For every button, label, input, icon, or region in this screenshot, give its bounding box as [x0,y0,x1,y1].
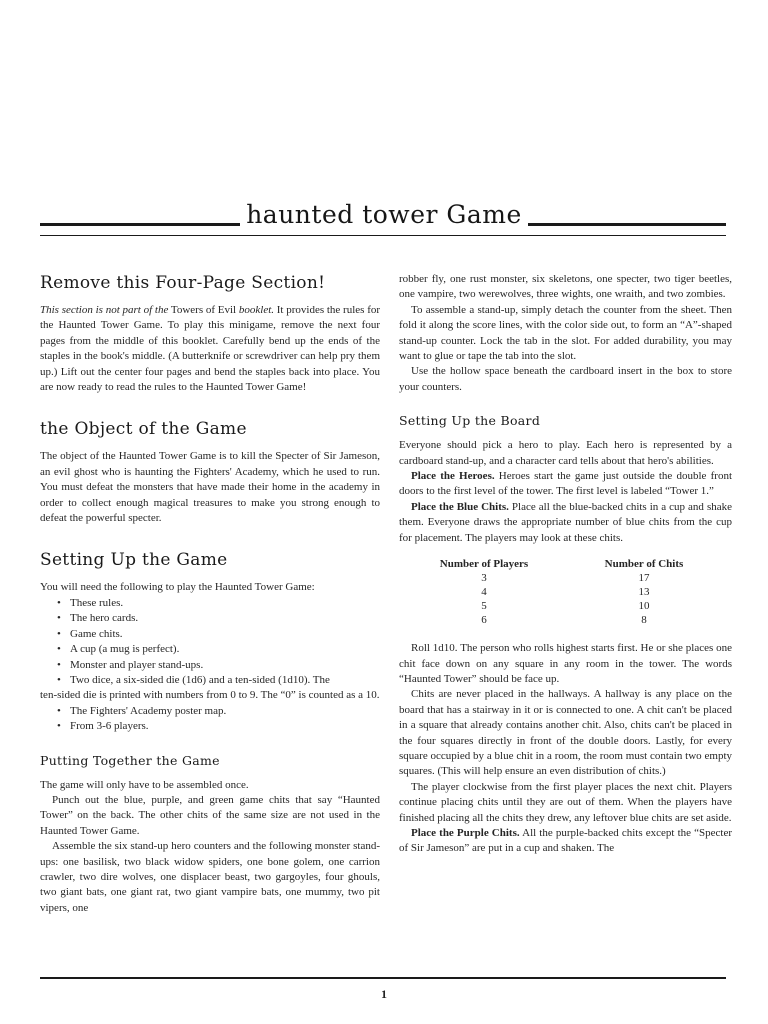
putting-paragraph-2: Punch out the blue, purple, and green game chits that say “Haunted Tower” on the back. The other chits of the same size are not used in the Haunted Tower Game. [40,793,380,837]
putting-paragraph-1: The game will only have to be assembled once. [40,778,249,791]
section-heading-object: the Object of the Game [40,419,247,440]
footer-rule [40,977,726,979]
list-item: • Monster and player stand-ups. [70,658,380,673]
board-paragraph-1: Everyone should pick a hero to play. Each hero is represented by a cardboard stand-up, and a character card tells about that hero's abilities. [399,439,732,467]
requirements-list [40,596,380,688]
table-row [429,599,699,613]
section-heading-setup-game: Setting Up the Game [40,550,228,571]
list-item: • Game chits. [70,627,380,642]
table-cell: 4 [481,586,487,599]
section-heading-remove: Remove this Four-Page Section! [40,273,326,293]
roll-paragraph: Roll 1d10. The person who rolls highest starts first. He or she places one chit face down on any square in any room in the tower. The words “Haunted Tower” should be face up. [399,642,732,685]
section-heading-putting-together: Putting Together the Game [40,752,220,768]
page-title: haunted tower Game [0,200,768,229]
putting-paragraph-3: Assemble the six stand-up hero counters and the following monster stand-ups: one basilisk, two black widow spiders, one bone golem, one carrion crawler, two dire wolves, one displacer beast, two gargoyles, four ghouls, two giant bats, one giant rat, two giant vampire bats, one mummy, two pit vipers, one [40,840,380,914]
table-cell: 13 [638,586,650,599]
monster-list-continued: robber fly, one rust monster, six skeletons, one specter, two tiger beetles, one vampire, two werewolves, three wights, one wraith, and two zombies. [399,273,732,301]
table-cell: 6 [481,614,487,627]
table-header-players: Number of Players [439,558,529,571]
list-item: • A cup (a mug is perfect). [70,642,380,657]
list-item: • The hero cards. [70,611,380,626]
requirements-list-continued [40,704,380,735]
clockwise-paragraph: The player clockwise from the first player places the next chit. Players continue placing chits until they are out of them. When the players have finished placing all the chits they drew, any leftover blue chits are set aside. [399,780,732,824]
table-cell: 17 [638,572,650,585]
dice-continued: ten-sided die is printed with numbers from 0 to 9. The “0” is counted as a 10. [40,689,380,702]
table-cell: 3 [481,572,487,585]
table-cell: 5 [481,600,487,613]
list-item: • From 3-6 players. [70,719,380,734]
standup-paragraph: To assemble a stand-up, simply detach the counter from the sheet. Then fold it along the score lines, with the color side out, to form an “A”-shaped stand-up counter. Lock the tab in the slot. For added durability, you may want to glue or tape the tab into the slot. [399,303,732,363]
list-item: • Two dice, a six-sided die (1d6) and a ten-sided (1d10). The [70,673,380,688]
table-row [429,613,699,627]
section-heading-setup-board: Setting Up the Board [399,413,541,429]
table-header-chits: Number of Chits [604,558,684,571]
list-item: • The Fighters' Academy poster map. [70,704,380,719]
list-item: • These rules. [70,596,380,611]
right-column [399,272,732,857]
object-paragraph: The object of the Haunted Tower Game is to kill the Specter of Sir Jameson, an evil ghost who is haunting the Fighters' Academy, which he used to run. You must defeat the monsters that have made their home in the academy in order to collect enough magical treasures to make you strong enough to defeat the powerful specter. [40,450,380,525]
placement-rules-paragraph: Chits are never placed in the hallways. A hallway is any place on the board that has a stairway in it or is connected to one. A chit can't be placed in a square that already contains another chit. Also, chits can't be placed in the four squares directly in front of the double doors. Lastly, for every square occupied by a blue chit in a room, the room must contain two empty squares. (This will help ensure an even distribution of chits.) [399,688,732,778]
place-purple-chits-paragraph: Place the Purple Chits. All the purple-backed chits except the “Specter of Sir Jameson” are put in a cup and shaken. The [399,826,732,855]
setup-intro: You will need the following to play the Haunted Tower Game: [40,581,315,594]
page-number: 1 [381,987,387,1001]
players-chits-table [429,558,699,627]
table-row [429,585,699,599]
hollow-paragraph: Use the hollow space beneath the cardboard insert in the box to store your counters. [399,365,732,393]
table-cell: 8 [641,614,647,627]
left-column [40,273,380,916]
remove-paragraph: This section is not part of the Towers of Evil booklet. It provides the rules for the Haunted Tower Game. To play this minigame, remove the next four pages from the middle of this booklet. Carefully bend up the ends of the staples in the book's middle. (A butterknife or screwdriver can help pry them up.) Lift out the center four pages and bend the staples back into place. You are now ready to read the rules to the Haunted Tower Game! [40,304,381,394]
header-rule-under [40,235,726,236]
place-blue-chits-paragraph: Place the Blue Chits. Place all the blue-backed chits in a cup and shake them. Everyone draws the appropriate number of blue chits from the cup for placement. The players may look at these chits. [399,500,732,544]
table-row [429,571,699,585]
place-heroes-paragraph: Place the Heroes. Heroes start the game just outside the double front doors to the first level of the tower. The first level is labeled “Tower 1.” [399,470,732,498]
table-cell: 10 [638,600,650,613]
